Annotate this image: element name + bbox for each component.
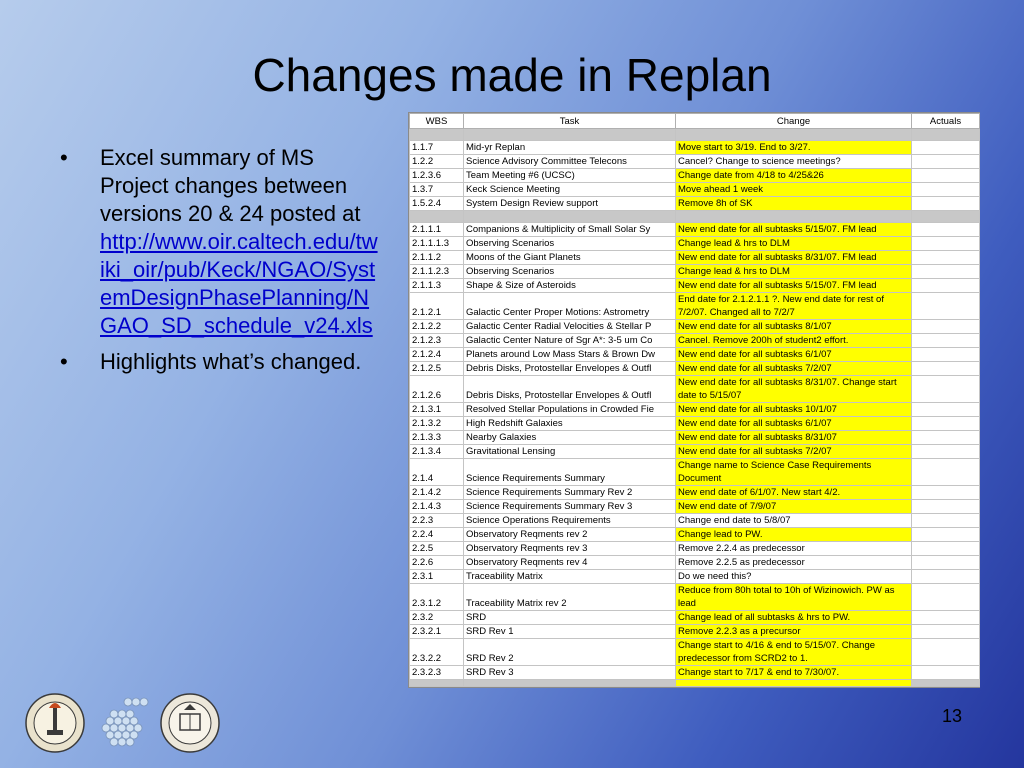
task-cell: Observing Scenarios	[464, 265, 676, 279]
wbs-cell: 2.1.4	[410, 459, 464, 486]
table-row	[410, 348, 980, 362]
table-row	[410, 666, 980, 680]
change-cell: Change lead to PW.	[676, 528, 912, 542]
table-row	[410, 237, 980, 251]
table-row	[410, 528, 980, 542]
table-row	[410, 445, 980, 459]
change-cell: Change name to Science Case Requirements Document	[676, 459, 912, 486]
task-cell: Nearby Galaxies	[464, 431, 676, 445]
actuals-cell	[912, 625, 980, 639]
actuals-cell	[912, 183, 980, 197]
header-change: Change	[676, 114, 912, 129]
table-row	[410, 265, 980, 279]
actuals-cell	[912, 362, 980, 376]
change-cell: Move ahead 1 week	[676, 183, 912, 197]
separator-cell	[464, 680, 676, 687]
change-cell: New end date for all subtasks 5/15/07. FM lead	[676, 279, 912, 293]
wbs-cell: 2.2.4	[410, 528, 464, 542]
table-row	[410, 403, 980, 417]
table-row	[410, 169, 980, 183]
actuals-cell	[912, 251, 980, 265]
actuals-cell	[912, 320, 980, 334]
task-cell: SRD Rev 3	[464, 666, 676, 680]
task-cell: Traceability Matrix rev 2	[464, 584, 676, 611]
separator-cell	[676, 211, 912, 223]
table-row	[410, 223, 980, 237]
actuals-cell	[912, 279, 980, 293]
task-cell: Science Requirements Summary Rev 2	[464, 486, 676, 500]
wbs-cell: 2.1.2.6	[410, 376, 464, 403]
change-cell: Remove 2.2.5 as predecessor	[676, 556, 912, 570]
separator-cell	[464, 211, 676, 223]
bullet-list	[58, 144, 378, 384]
wbs-cell: 2.2.3	[410, 514, 464, 528]
wbs-cell: 2.1.1.3	[410, 279, 464, 293]
wbs-cell: 2.1.1.1	[410, 223, 464, 237]
actuals-cell	[912, 514, 980, 528]
change-cell: Move start to 3/19. End to 3/27.	[676, 141, 912, 155]
task-cell: Keck Science Meeting	[464, 183, 676, 197]
actuals-cell	[912, 237, 980, 251]
schedule-file-link[interactable]: http://www.oir.caltech.edu/twiki_oir/pub/Keck/NGAO/SystemDesignPhasePlanning/NGAO_SD_schedule_v24.xls	[100, 229, 378, 338]
table-row	[410, 542, 980, 556]
task-cell: Observatory Reqments rev 2	[464, 528, 676, 542]
separator-cell	[464, 129, 676, 141]
wbs-cell: 2.2.6	[410, 556, 464, 570]
table-row	[410, 584, 980, 611]
task-cell: Galactic Center Proper Motions: Astrometry	[464, 293, 676, 320]
table-row	[410, 417, 980, 431]
wbs-cell: 1.5.2.4	[410, 197, 464, 211]
bullet-item-excel-summary	[58, 144, 378, 340]
task-cell: Science Advisory Committee Telecons	[464, 155, 676, 169]
table-row	[410, 486, 980, 500]
change-cell: New end date for all subtasks 8/31/07. Change start date to 5/15/07	[676, 376, 912, 403]
university-of-california-seal-icon	[161, 694, 219, 752]
change-cell: Reduce from 80h total to 10h of Wizinowich. PW as lead	[676, 584, 912, 611]
wbs-cell: 2.1.2.3	[410, 334, 464, 348]
task-cell: SRD Rev 1	[464, 625, 676, 639]
change-cell: New end date for all subtasks 6/1/07	[676, 417, 912, 431]
separator-cell	[410, 211, 464, 223]
change-cell: Remove 2.2.4 as predecessor	[676, 542, 912, 556]
wbs-cell: 2.1.4.2	[410, 486, 464, 500]
table-row	[410, 334, 980, 348]
actuals-cell	[912, 376, 980, 403]
table-row	[410, 155, 980, 169]
wbs-cell: 1.2.3.6	[410, 169, 464, 183]
header-task: Task	[464, 114, 676, 129]
change-cell: New end date for all subtasks 8/31/07	[676, 431, 912, 445]
table-row	[410, 251, 980, 265]
caltech-seal-icon	[26, 694, 84, 752]
actuals-cell	[912, 403, 980, 417]
task-cell: Galactic Center Nature of Sgr A*: 3-5 um Co	[464, 334, 676, 348]
wbs-cell: 2.3.2	[410, 611, 464, 625]
change-cell: New end date for all subtasks 5/15/07. FM lead	[676, 223, 912, 237]
table-row	[410, 639, 980, 666]
wbs-cell: 2.3.1	[410, 570, 464, 584]
wbs-cell: 2.1.3.3	[410, 431, 464, 445]
wbs-cell: 2.3.2.1	[410, 625, 464, 639]
task-cell: SRD	[464, 611, 676, 625]
actuals-cell	[912, 155, 980, 169]
table-separator-row	[410, 211, 980, 223]
change-cell: Change date from 4/18 to 4/25&26	[676, 169, 912, 183]
actuals-cell	[912, 334, 980, 348]
change-cell: Change start to 7/17 & end to 7/30/07.	[676, 666, 912, 680]
actuals-cell	[912, 431, 980, 445]
wbs-cell: 2.1.2.2	[410, 320, 464, 334]
wbs-cell: 2.1.3.2	[410, 417, 464, 431]
bullet-item-highlights	[58, 348, 378, 376]
table-body	[410, 129, 980, 687]
separator-cell	[912, 680, 980, 687]
task-cell: Science Requirements Summary	[464, 459, 676, 486]
actuals-cell	[912, 169, 980, 183]
actuals-cell	[912, 666, 980, 680]
wbs-cell: 1.2.2	[410, 155, 464, 169]
wbs-cell: 1.1.7	[410, 141, 464, 155]
task-cell: Traceability Matrix	[464, 570, 676, 584]
change-cell: New end date for all subtasks 7/2/07	[676, 362, 912, 376]
separator-cell	[912, 129, 980, 141]
actuals-cell	[912, 417, 980, 431]
change-cell: End date for 2.1.2.1.1 ?. New end date for rest of 7/2/07. Changed all to 7/2/7	[676, 293, 912, 320]
task-cell: Resolved Stellar Populations in Crowded Fie	[464, 403, 676, 417]
change-cell: Change lead of all subtasks & hrs to PW.	[676, 611, 912, 625]
change-cell: New end date of 7/9/07	[676, 500, 912, 514]
change-cell: Do we need this?	[676, 570, 912, 584]
actuals-cell	[912, 265, 980, 279]
task-cell: Team Meeting #6 (UCSC)	[464, 169, 676, 183]
bullet-text: Highlights what’s changed.	[100, 349, 362, 374]
change-cell: Change start to 4/16 & end to 5/15/07. Change predecessor from SCRD2 to 1.	[676, 639, 912, 666]
change-cell: Change lead & hrs to DLM	[676, 265, 912, 279]
wbs-cell: 1.3.7	[410, 183, 464, 197]
table-row	[410, 431, 980, 445]
wbs-cell: 2.1.4.3	[410, 500, 464, 514]
table-row	[410, 183, 980, 197]
actuals-cell	[912, 570, 980, 584]
table-row	[410, 514, 980, 528]
task-cell: Mid-yr Replan	[464, 141, 676, 155]
separator-cell	[676, 129, 912, 141]
task-cell: Gravitational Lensing	[464, 445, 676, 459]
change-cell: Change lead & hrs to DLM	[676, 237, 912, 251]
actuals-cell	[912, 486, 980, 500]
actuals-cell	[912, 293, 980, 320]
table-row	[410, 459, 980, 486]
task-cell: Debris Disks, Protostellar Envelopes & Outfl	[464, 376, 676, 403]
table-row	[410, 141, 980, 155]
table-row	[410, 556, 980, 570]
table-row	[410, 625, 980, 639]
actuals-cell	[912, 528, 980, 542]
actuals-cell	[912, 141, 980, 155]
actuals-cell	[912, 223, 980, 237]
table-row	[410, 611, 980, 625]
wbs-cell: 2.1.1.2.3	[410, 265, 464, 279]
wbs-cell: 2.1.3.4	[410, 445, 464, 459]
separator-cell	[410, 129, 464, 141]
table-header-row	[410, 114, 980, 129]
table-row	[410, 279, 980, 293]
keck-mirror-icon	[102, 698, 148, 746]
wbs-cell: 2.1.2.4	[410, 348, 464, 362]
change-cell: New end date for all subtasks 8/1/07	[676, 320, 912, 334]
actuals-cell	[912, 459, 980, 486]
separator-cell	[912, 211, 980, 223]
actuals-cell	[912, 556, 980, 570]
change-cell: New end date of 6/1/07. New start 4/2.	[676, 486, 912, 500]
wbs-cell: 2.1.1.1.3	[410, 237, 464, 251]
header-wbs: WBS	[410, 114, 464, 129]
wbs-cell: 2.1.2.5	[410, 362, 464, 376]
task-cell: Observing Scenarios	[464, 237, 676, 251]
bullet-text: Excel summary of MS Project changes between versions 20 & 24 posted at	[100, 145, 361, 226]
task-cell: Planets around Low Mass Stars & Brown Dw	[464, 348, 676, 362]
change-cell: New end date for all subtasks 10/1/07	[676, 403, 912, 417]
task-cell: Galactic Center Radial Velocities & Stellar P	[464, 320, 676, 334]
table-row	[410, 376, 980, 403]
change-cell: New end date for all subtasks 6/1/07	[676, 348, 912, 362]
task-cell: High Redshift Galaxies	[464, 417, 676, 431]
task-cell: Companions & Multiplicity of Small Solar Sy	[464, 223, 676, 237]
task-cell: Shape & Size of Asteroids	[464, 279, 676, 293]
actuals-cell	[912, 445, 980, 459]
actuals-cell	[912, 348, 980, 362]
actuals-cell	[912, 500, 980, 514]
table-row	[410, 293, 980, 320]
task-cell: Observatory Reqments rev 3	[464, 542, 676, 556]
logos	[24, 692, 224, 754]
wbs-cell: 2.3.1.2	[410, 584, 464, 611]
change-cell: Remove 2.2.3 as a precursor	[676, 625, 912, 639]
table-row	[410, 500, 980, 514]
table-separator-row	[410, 129, 980, 141]
wbs-cell: 2.1.2.1	[410, 293, 464, 320]
table-row	[410, 320, 980, 334]
task-cell: Debris Disks, Protostellar Envelopes & Outfl	[464, 362, 676, 376]
actuals-cell	[912, 197, 980, 211]
wbs-changes-table	[409, 113, 980, 687]
wbs-cell: 2.2.5	[410, 542, 464, 556]
task-cell: Science Requirements Summary Rev 3	[464, 500, 676, 514]
task-cell: System Design Review support	[464, 197, 676, 211]
table-row	[410, 197, 980, 211]
task-cell: Observatory Reqments rev 4	[464, 556, 676, 570]
header-actuals: Actuals	[912, 114, 980, 129]
actuals-cell	[912, 639, 980, 666]
separator-cell	[676, 680, 912, 687]
change-cell: New end date for all subtasks 8/31/07. FM lead	[676, 251, 912, 265]
table-row	[410, 362, 980, 376]
wbs-changes-table-container	[408, 112, 980, 688]
task-cell: Science Operations Requirements	[464, 514, 676, 528]
change-cell: Cancel. Remove 200h of student2 effort.	[676, 334, 912, 348]
task-cell: SRD Rev 2	[464, 639, 676, 666]
wbs-cell: 2.1.1.2	[410, 251, 464, 265]
task-cell: Moons of the Giant Planets	[464, 251, 676, 265]
change-cell: New end date for all subtasks 7/2/07	[676, 445, 912, 459]
change-cell: Change end date to 5/8/07	[676, 514, 912, 528]
change-cell: Cancel? Change to science meetings?	[676, 155, 912, 169]
separator-cell	[410, 680, 464, 687]
slide-title: Changes made in Replan	[252, 49, 772, 101]
wbs-cell: 2.3.2.2	[410, 639, 464, 666]
table-footer-row	[410, 680, 980, 687]
wbs-cell: 2.1.3.1	[410, 403, 464, 417]
table-row	[410, 570, 980, 584]
actuals-cell	[912, 611, 980, 625]
page-number: 13	[941, 706, 962, 726]
actuals-cell	[912, 542, 980, 556]
change-cell: Remove 8h of SK	[676, 197, 912, 211]
actuals-cell	[912, 584, 980, 611]
wbs-cell: 2.3.2.3	[410, 666, 464, 680]
